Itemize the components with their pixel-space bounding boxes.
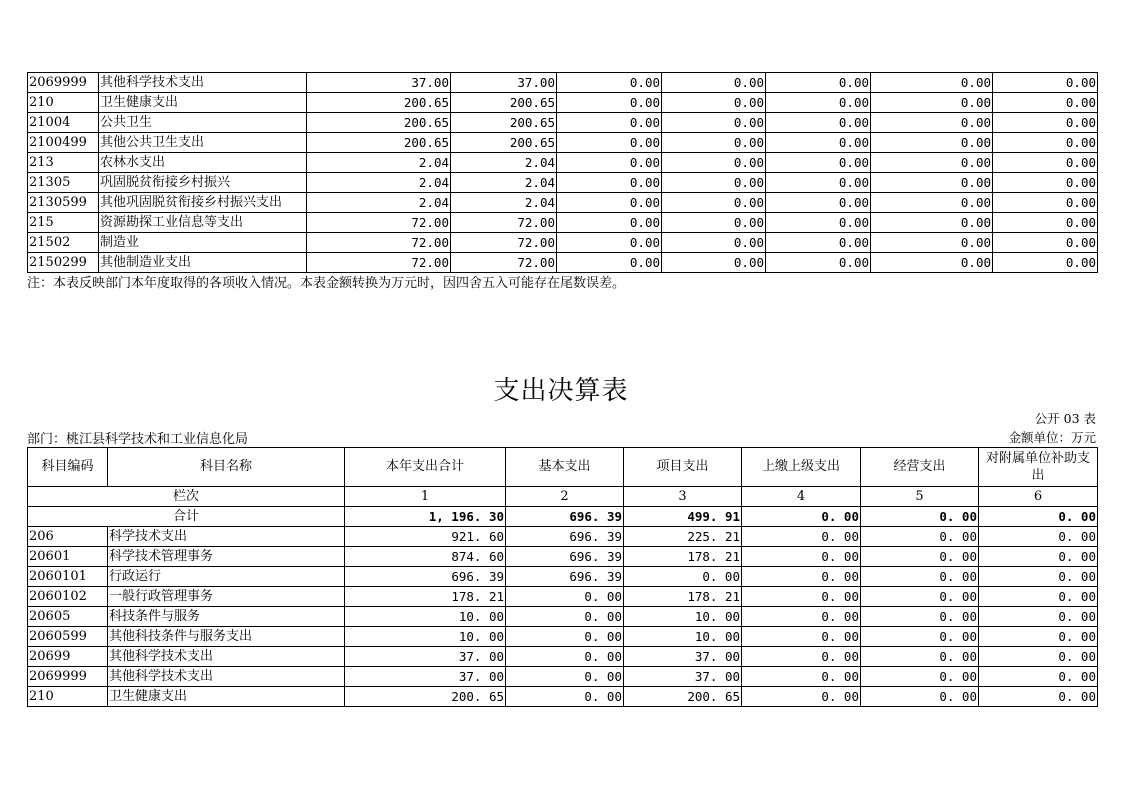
subject-name: 公共卫生 — [99, 113, 307, 133]
amount-cell: 0.00 — [662, 73, 766, 93]
amount-cell: 0.00 — [766, 253, 871, 273]
subject-code: 210 — [28, 687, 108, 707]
amount-cell: 37. 00 — [624, 647, 742, 667]
table-row — [28, 527, 1098, 547]
header-subsidy: 对附属单位补助支出 — [979, 448, 1098, 487]
amount-cell: 72.00 — [307, 233, 451, 253]
subject-code: 2130599 — [28, 193, 99, 213]
amount-cell: 0. 00 — [979, 607, 1098, 627]
amount-cell: 72.00 — [451, 233, 557, 253]
subject-code: 20605 — [28, 607, 108, 627]
amount-cell: 0. 00 — [506, 607, 624, 627]
table-row — [28, 133, 1098, 153]
amount-cell: 0. 00 — [861, 607, 979, 627]
amount-cell: 874. 60 — [345, 547, 506, 567]
subject-name: 制造业 — [99, 233, 307, 253]
subject-name: 巩固脱贫衔接乡村振兴 — [99, 173, 307, 193]
table-row — [28, 193, 1098, 213]
amount-cell: 0. 00 — [861, 567, 979, 587]
amount-cell: 37. 00 — [345, 667, 506, 687]
amount-cell: 0.00 — [871, 113, 993, 133]
amount-cell: 0. 00 — [742, 647, 861, 667]
subject-name: 行政运行 — [108, 567, 345, 587]
amount-cell: 0.00 — [766, 133, 871, 153]
column-index-cell: 3 — [624, 487, 742, 507]
form-code: 公开 03 表 — [1034, 411, 1096, 426]
total-row — [28, 507, 1098, 527]
header-project: 项目支出 — [624, 448, 742, 487]
amount-cell: 0.00 — [557, 93, 662, 113]
subject-name: 其他科学技术支出 — [108, 667, 345, 687]
subject-code: 215 — [28, 213, 99, 233]
amount-cell: 0.00 — [871, 213, 993, 233]
amount-cell: 0.00 — [766, 233, 871, 253]
amount-cell: 10. 00 — [345, 627, 506, 647]
expense-table-body — [28, 527, 1098, 707]
amount-cell: 0.00 — [993, 173, 1098, 193]
amount-cell: 0.00 — [557, 213, 662, 233]
subject-name: 其他科学技术支出 — [108, 647, 345, 667]
amount-cell: 0.00 — [557, 113, 662, 133]
amount-cell: 0. 00 — [979, 627, 1098, 647]
subject-name: 一般行政管理事务 — [108, 587, 345, 607]
income-note: 注：本表反映部门本年度取得的各项收入情况。本表金额转换为万元时，因四舍五入可能存在尾数误差。 — [27, 276, 626, 291]
table-row — [28, 667, 1098, 687]
amount-cell: 2.04 — [307, 193, 451, 213]
subject-code: 2060101 — [28, 567, 108, 587]
subject-code: 21502 — [28, 233, 99, 253]
amount-cell: 200.65 — [451, 113, 557, 133]
subject-code: 2060102 — [28, 587, 108, 607]
amount-cell: 0.00 — [766, 153, 871, 173]
column-index-cell: 1 — [345, 487, 506, 507]
amount-cell: 37.00 — [451, 73, 557, 93]
total-label: 合计 — [28, 507, 345, 527]
amount-cell: 0. 00 — [742, 687, 861, 707]
amount-cell: 37. 00 — [624, 667, 742, 687]
amount-cell: 0.00 — [662, 133, 766, 153]
amount-cell: 0.00 — [993, 153, 1098, 173]
table-row — [28, 647, 1098, 667]
amount-cell: 0. 00 — [506, 687, 624, 707]
amount-cell: 0. 00 — [624, 567, 742, 587]
amount-cell: 696. 39 — [506, 527, 624, 547]
table-row — [28, 213, 1098, 233]
amount-cell: 200.65 — [451, 93, 557, 113]
amount-cell: 0.00 — [557, 153, 662, 173]
amount-cell: 0. 00 — [979, 587, 1098, 607]
amount-cell: 37.00 — [307, 73, 451, 93]
table-row — [28, 567, 1098, 587]
subject-name: 其他制造业支出 — [99, 253, 307, 273]
amount-cell: 200.65 — [307, 93, 451, 113]
column-index-cell: 6 — [979, 487, 1098, 507]
header-upper: 上缴上级支出 — [742, 448, 861, 487]
subject-name: 农林水支出 — [99, 153, 307, 173]
amount-cell: 0. 00 — [861, 627, 979, 647]
amount-cell: 696. 39 — [506, 567, 624, 587]
total-value: 1, 196. 30 — [345, 507, 506, 527]
amount-cell: 0. 00 — [979, 527, 1098, 547]
subject-code: 210 — [28, 93, 99, 113]
amount-cell: 0. 00 — [979, 547, 1098, 567]
amount-cell: 921. 60 — [345, 527, 506, 547]
amount-cell: 10. 00 — [624, 627, 742, 647]
subject-code: 2060599 — [28, 627, 108, 647]
amount-cell: 0. 00 — [742, 667, 861, 687]
amount-cell: 0.00 — [766, 173, 871, 193]
amount-cell: 2.04 — [451, 193, 557, 213]
amount-cell: 0. 00 — [742, 567, 861, 587]
amount-cell: 0.00 — [557, 73, 662, 93]
amount-cell: 0. 00 — [861, 667, 979, 687]
amount-cell: 10. 00 — [624, 607, 742, 627]
amount-cell: 178. 21 — [624, 547, 742, 567]
amount-cell: 0.00 — [993, 113, 1098, 133]
amount-cell: 0. 00 — [979, 647, 1098, 667]
subject-code: 206 — [28, 527, 108, 547]
amount-cell: 0.00 — [766, 193, 871, 213]
subject-name: 其他科技条件与服务支出 — [108, 627, 345, 647]
amount-cell: 178. 21 — [345, 587, 506, 607]
header-basic: 基本支出 — [506, 448, 624, 487]
amount-cell: 200.65 — [307, 133, 451, 153]
amount-cell: 0.00 — [993, 233, 1098, 253]
subject-name: 科技条件与服务 — [108, 607, 345, 627]
department-label: 部门：桃江县科学技术和工业信息化局 — [27, 432, 249, 447]
amount-cell: 0.00 — [993, 213, 1098, 233]
amount-cell: 0.00 — [662, 213, 766, 233]
table-row — [28, 627, 1098, 647]
amount-cell: 0.00 — [871, 153, 993, 173]
table-row — [28, 173, 1098, 193]
amount-cell: 0.00 — [557, 193, 662, 213]
amount-cell: 10. 00 — [345, 607, 506, 627]
amount-cell: 0.00 — [766, 73, 871, 93]
amount-cell: 0.00 — [993, 133, 1098, 153]
income-table — [27, 72, 1098, 273]
column-index-cell: 5 — [861, 487, 979, 507]
amount-cell: 0.00 — [993, 73, 1098, 93]
total-value: 0. 00 — [861, 507, 979, 527]
subject-code: 2100499 — [28, 133, 99, 153]
amount-cell: 178. 21 — [624, 587, 742, 607]
income-table-body — [28, 73, 1098, 273]
amount-cell: 0.00 — [766, 213, 871, 233]
amount-cell: 200.65 — [307, 113, 451, 133]
subject-name: 资源勘探工业信息等支出 — [99, 213, 307, 233]
subject-name: 卫生健康支出 — [108, 687, 345, 707]
column-index-row — [28, 487, 1098, 507]
amount-cell: 200.65 — [451, 133, 557, 153]
table-row — [28, 153, 1098, 173]
amount-cell: 0.00 — [766, 93, 871, 113]
table-row — [28, 93, 1098, 113]
subject-code: 21004 — [28, 113, 99, 133]
amount-cell: 0. 00 — [979, 667, 1098, 687]
header-code: 科目编码 — [28, 448, 108, 487]
amount-cell: 2.04 — [451, 173, 557, 193]
amount-cell: 0. 00 — [742, 607, 861, 627]
amount-cell: 200. 65 — [345, 687, 506, 707]
subject-name: 其他科学技术支出 — [99, 73, 307, 93]
amount-cell: 0. 00 — [742, 587, 861, 607]
subject-code: 2069999 — [28, 73, 99, 93]
subject-name: 科学技术管理事务 — [108, 547, 345, 567]
header-name: 科目名称 — [108, 448, 345, 487]
subject-name: 卫生健康支出 — [99, 93, 307, 113]
amount-cell: 0.00 — [871, 133, 993, 153]
amount-cell: 0.00 — [871, 173, 993, 193]
subject-name: 科学技术支出 — [108, 527, 345, 547]
amount-cell: 0.00 — [662, 173, 766, 193]
amount-cell: 0.00 — [871, 73, 993, 93]
subject-name: 其他巩固脱贫衔接乡村振兴支出 — [99, 193, 307, 213]
amount-cell: 0.00 — [993, 93, 1098, 113]
amount-cell: 0.00 — [993, 253, 1098, 273]
amount-cell: 72.00 — [451, 253, 557, 273]
amount-cell: 0. 00 — [861, 527, 979, 547]
amount-cell: 0.00 — [557, 133, 662, 153]
table-row — [28, 687, 1098, 707]
total-value: 0. 00 — [742, 507, 861, 527]
amount-cell: 0.00 — [871, 93, 993, 113]
subject-name: 其他公共卫生支出 — [99, 133, 307, 153]
header-business: 经营支出 — [861, 448, 979, 487]
amount-cell: 0. 00 — [861, 687, 979, 707]
amount-cell: 0. 00 — [506, 647, 624, 667]
header-total: 本年支出合计 — [345, 448, 506, 487]
amount-cell: 0.00 — [662, 233, 766, 253]
amount-cell: 0.00 — [662, 93, 766, 113]
subject-code: 21305 — [28, 173, 99, 193]
amount-cell: 2.04 — [451, 153, 557, 173]
amount-cell: 0. 00 — [979, 567, 1098, 587]
column-index-cell: 2 — [506, 487, 624, 507]
table-row — [28, 547, 1098, 567]
table-row — [28, 253, 1098, 273]
table-row — [28, 607, 1098, 627]
subject-code: 20699 — [28, 647, 108, 667]
expense-table — [27, 447, 1098, 707]
amount-cell: 0. 00 — [506, 667, 624, 687]
amount-cell: 696. 39 — [506, 547, 624, 567]
amount-cell: 0. 00 — [506, 587, 624, 607]
amount-cell: 2.04 — [307, 153, 451, 173]
page-title: 支出决算表 — [493, 376, 629, 406]
total-value: 696. 39 — [506, 507, 624, 527]
amount-cell: 0. 00 — [742, 627, 861, 647]
subject-code: 20601 — [28, 547, 108, 567]
amount-cell: 0.00 — [871, 193, 993, 213]
column-index-cell: 4 — [742, 487, 861, 507]
amount-cell: 0. 00 — [861, 647, 979, 667]
amount-cell: 72.00 — [307, 213, 451, 233]
amount-cell: 0.00 — [557, 233, 662, 253]
amount-cell: 72.00 — [307, 253, 451, 273]
amount-unit: 金额单位：万元 — [1008, 430, 1096, 445]
total-value: 0. 00 — [979, 507, 1098, 527]
amount-cell: 0. 00 — [861, 587, 979, 607]
subject-code: 2069999 — [28, 667, 108, 687]
amount-cell: 0.00 — [662, 113, 766, 133]
table-row — [28, 73, 1098, 93]
subject-code: 213 — [28, 153, 99, 173]
amount-cell: 0.00 — [766, 113, 871, 133]
amount-cell: 37. 00 — [345, 647, 506, 667]
amount-cell: 0. 00 — [742, 527, 861, 547]
amount-cell: 0.00 — [662, 193, 766, 213]
column-index-label: 栏次 — [28, 487, 345, 507]
amount-cell: 696. 39 — [345, 567, 506, 587]
subject-code: 2150299 — [28, 253, 99, 273]
amount-cell: 72.00 — [451, 213, 557, 233]
amount-cell: 0.00 — [662, 253, 766, 273]
amount-cell: 0. 00 — [506, 627, 624, 647]
total-value: 499. 91 — [624, 507, 742, 527]
amount-cell: 0.00 — [557, 253, 662, 273]
header-row — [28, 448, 1098, 487]
amount-cell: 0. 00 — [979, 687, 1098, 707]
amount-cell: 0. 00 — [861, 547, 979, 567]
table-row — [28, 113, 1098, 133]
table-row — [28, 233, 1098, 253]
amount-cell: 0.00 — [993, 193, 1098, 213]
amount-cell: 0.00 — [871, 253, 993, 273]
amount-cell: 0. 00 — [742, 547, 861, 567]
amount-cell: 0.00 — [662, 153, 766, 173]
amount-cell: 0.00 — [557, 173, 662, 193]
amount-cell: 200. 65 — [624, 687, 742, 707]
amount-cell: 225. 21 — [624, 527, 742, 547]
amount-cell: 0.00 — [871, 233, 993, 253]
amount-cell: 2.04 — [307, 173, 451, 193]
table-row — [28, 587, 1098, 607]
